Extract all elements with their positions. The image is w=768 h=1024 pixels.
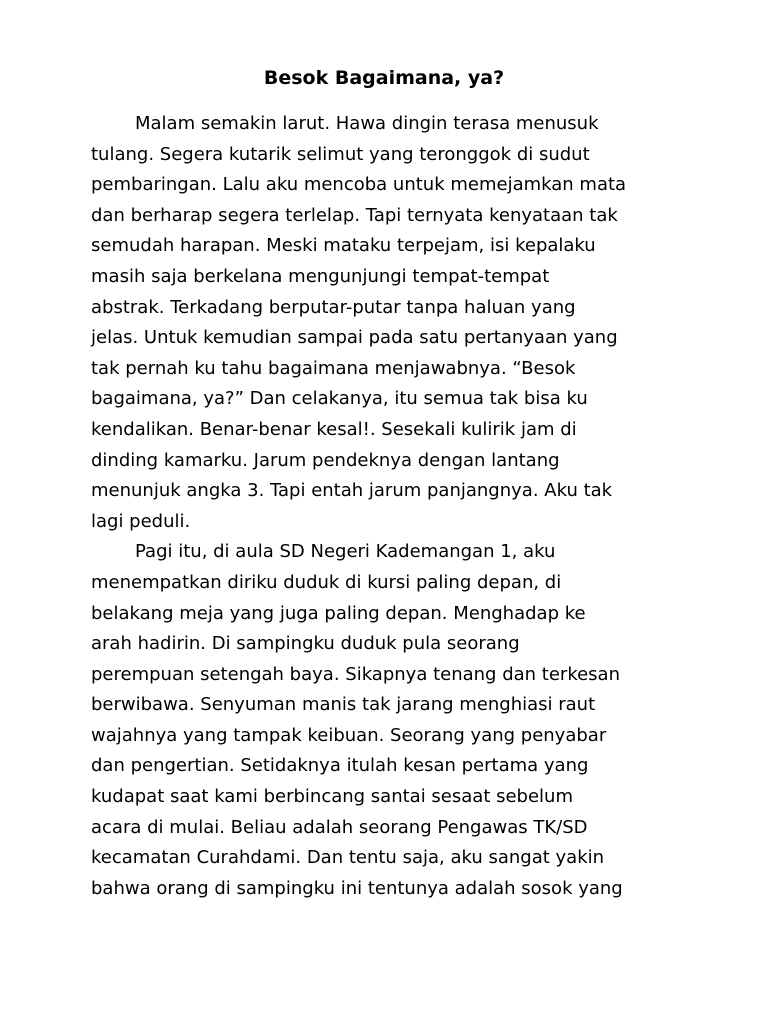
paragraph-1-line-5: semudah harapan. Meski mataku terpejam, isi kepalaku	[91, 235, 596, 257]
paragraph-1-line-11: kendalikan. Benar-benar kesal!. Sesekali kulirik jam di	[91, 418, 577, 440]
paragraph-2-line-4: arah hadirin. Di sampingku duduk pula seorang	[91, 633, 520, 655]
paragraph-1-line-12: dinding kamarku. Jarum pendeknya dengan lantang	[91, 449, 560, 471]
paragraph-1-line-2: tulang. Segera kutarik selimut yang teronggok di sudut	[91, 143, 590, 165]
paragraph-2-line-9: kudapat saat kami berbincang santai sesaat sebelum	[91, 786, 573, 808]
document-body	[91, 109, 711, 904]
paragraph-2-line-3: belakang meja yang juga paling depan. Menghadap ke	[91, 602, 586, 624]
paragraph-1-line-7: abstrak. Terkadang berputar-putar tanpa haluan yang	[91, 296, 576, 318]
paragraph-2-line-2: menempatkan diriku duduk di kursi paling depan, di	[91, 571, 562, 593]
paragraph-2-line-10: acara di mulai. Beliau adalah seorang Pengawas TK/SD	[91, 816, 588, 838]
paragraph-2-line-11: kecamatan Curahdami. Dan tentu saja, aku sangat yakin	[91, 847, 605, 869]
paragraph-1-line-13: menunjuk angka 3. Tapi entah jarum panjangnya. Aku tak	[91, 480, 613, 502]
document-title: Besok Bagaimana, ya?	[263, 67, 505, 89]
paragraph-1-line-6: masih saja berkelana mengunjungi tempat-tempat	[91, 265, 550, 287]
paragraph-2-line-6: berwibawa. Senyuman manis tak jarang menghiasi raut	[91, 694, 596, 716]
paragraph-1-line-9: tak pernah ku tahu bagaimana menjawabnya. “Besok	[91, 357, 576, 379]
paragraph-2-line-7: wajahnya yang tampak keibuan. Seorang yang penyabar	[91, 724, 607, 746]
paragraph-1-line-8: jelas. Untuk kemudian sampai pada satu pertanyaan yang	[91, 327, 618, 349]
paragraph-1-line-10: bagaimana, ya?” Dan celakanya, itu semua tak bisa ku	[91, 388, 588, 410]
paragraph-2-line-12: bahwa orang di sampingku ini tentunya adalah sosok yang	[91, 877, 623, 899]
paragraph-1-line-14: lagi peduli.	[91, 510, 191, 532]
paragraph-1-line-3: pembaringan. Lalu aku mencoba untuk memejamkan mata	[91, 174, 627, 196]
paragraph-1-line-1: Malam semakin larut. Hawa dingin terasa menusuk	[135, 113, 599, 134]
paragraph-2-line-8: dan pengertian. Setidaknya itulah kesan pertama yang	[91, 755, 589, 777]
paragraph-2-line-1: Pagi itu, di aula SD Negeri Kademangan 1, aku	[135, 541, 556, 563]
paragraph-2-line-5: perempuan setengah baya. Sikapnya tenang dan terkesan	[91, 663, 620, 685]
paragraph-1-line-4: dan berharap segera terlelap. Tapi ternyata kenyataan tak	[91, 204, 618, 226]
